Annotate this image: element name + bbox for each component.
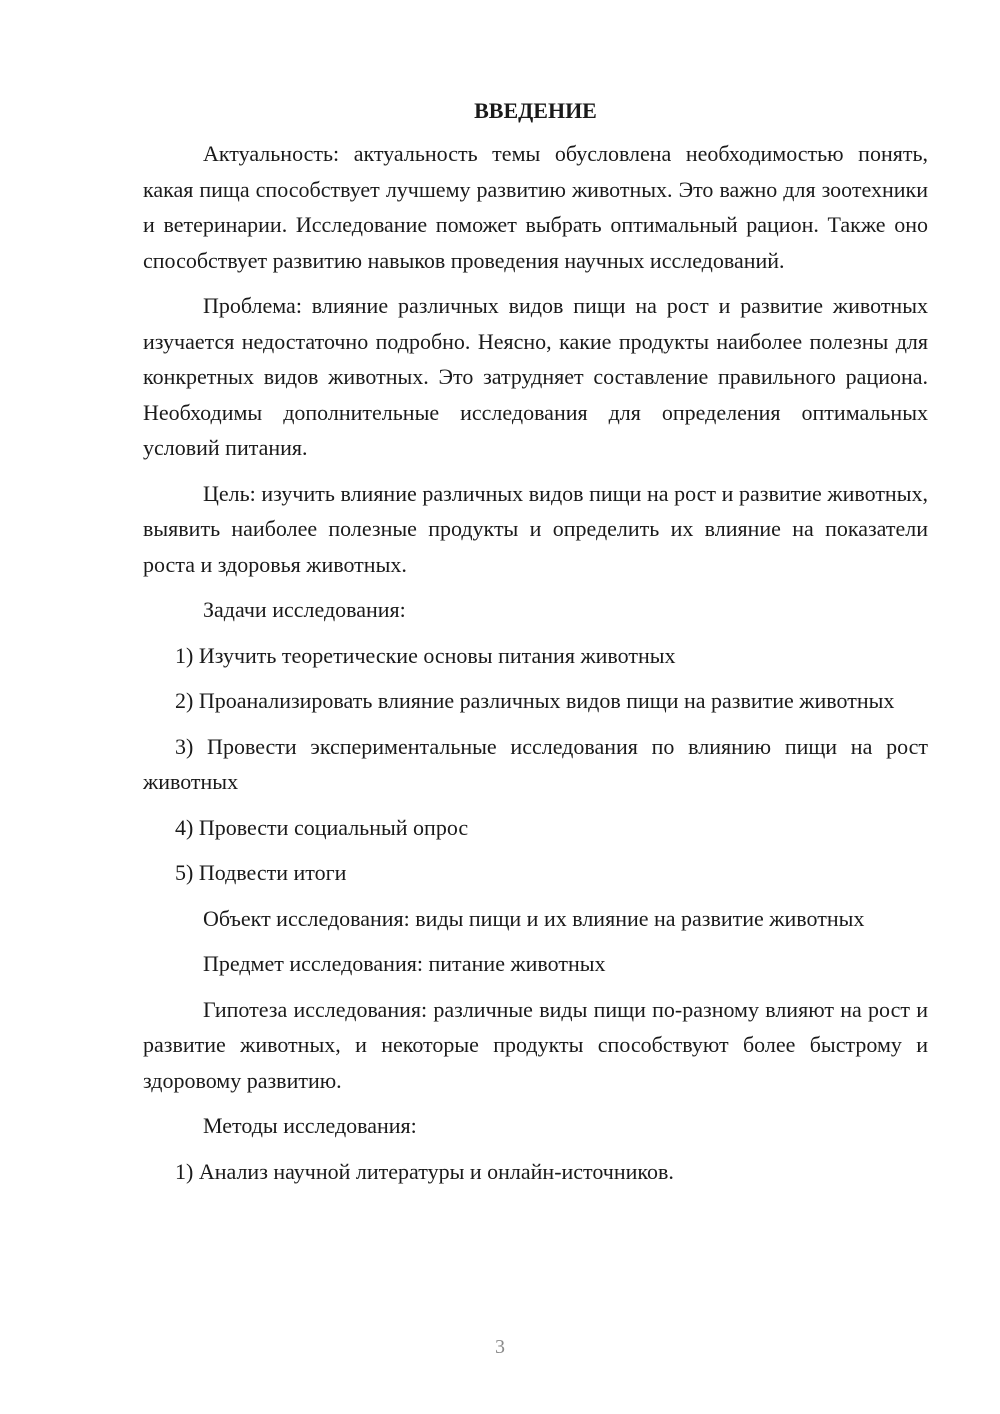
page-number: 3 xyxy=(495,1336,505,1358)
subject-paragraph: Предмет исследования: питание животных xyxy=(203,951,606,976)
relevance-paragraph: Актуальность: актуальность темы обусловлена необходимостью понять, какая пища способствует лучшему развитию животных. Это важно для зоотехники и ветеринарии. Исследование поможет выбрать оптимальный рацион. Также оно способствует развитию навыков проведения научных исследований. xyxy=(143,141,928,273)
task-item-4: 4) Провести социальный опрос xyxy=(175,814,469,840)
task-item-2: 2) Проанализировать влияние различных видов пищи на развитие животных xyxy=(175,688,895,713)
tasks-heading: Задачи исследования: xyxy=(203,597,406,622)
method-item-1: 1) Анализ научной литературы и онлайн-источников. xyxy=(175,1158,674,1184)
task-item-3: 3) Провести экспериментальные исследования по влиянию пищи на рост животных xyxy=(143,733,928,794)
object-paragraph: Объект исследования: виды пищи и их влияние на развитие животных xyxy=(203,905,865,931)
methods-heading: Методы исследования: xyxy=(203,1113,417,1138)
task-item-1: 1) Изучить теоретические основы питания животных xyxy=(175,642,676,668)
task-item-5: 5) Подвести итоги xyxy=(175,860,347,885)
goal-paragraph: Цель: изучить влияние различных видов пищи на рост и развитие животных, выявить наиболее полезные продукты и определить их влияние на показатели роста и здоровья животных. xyxy=(143,480,928,577)
hypothesis-paragraph: Гипотеза исследования: различные виды пищи по-разному влияют на рост и развитие животных, и некоторые продукты способствуют более быстрому и здоровому развитию. xyxy=(143,996,928,1093)
page-title: ВВЕДЕНИЕ xyxy=(474,98,597,123)
page-content xyxy=(143,96,928,1199)
problem-paragraph: Проблема: влияние различных видов пищи на рост и развитие животных изучается недостаточно подробно. Неясно, какие продукты наиболее полезны для конкретных видов животных. Это затрудняет составление правильного рациона. Необходимы дополнительные исследования для определения оптимальных условий питания. xyxy=(143,293,928,460)
